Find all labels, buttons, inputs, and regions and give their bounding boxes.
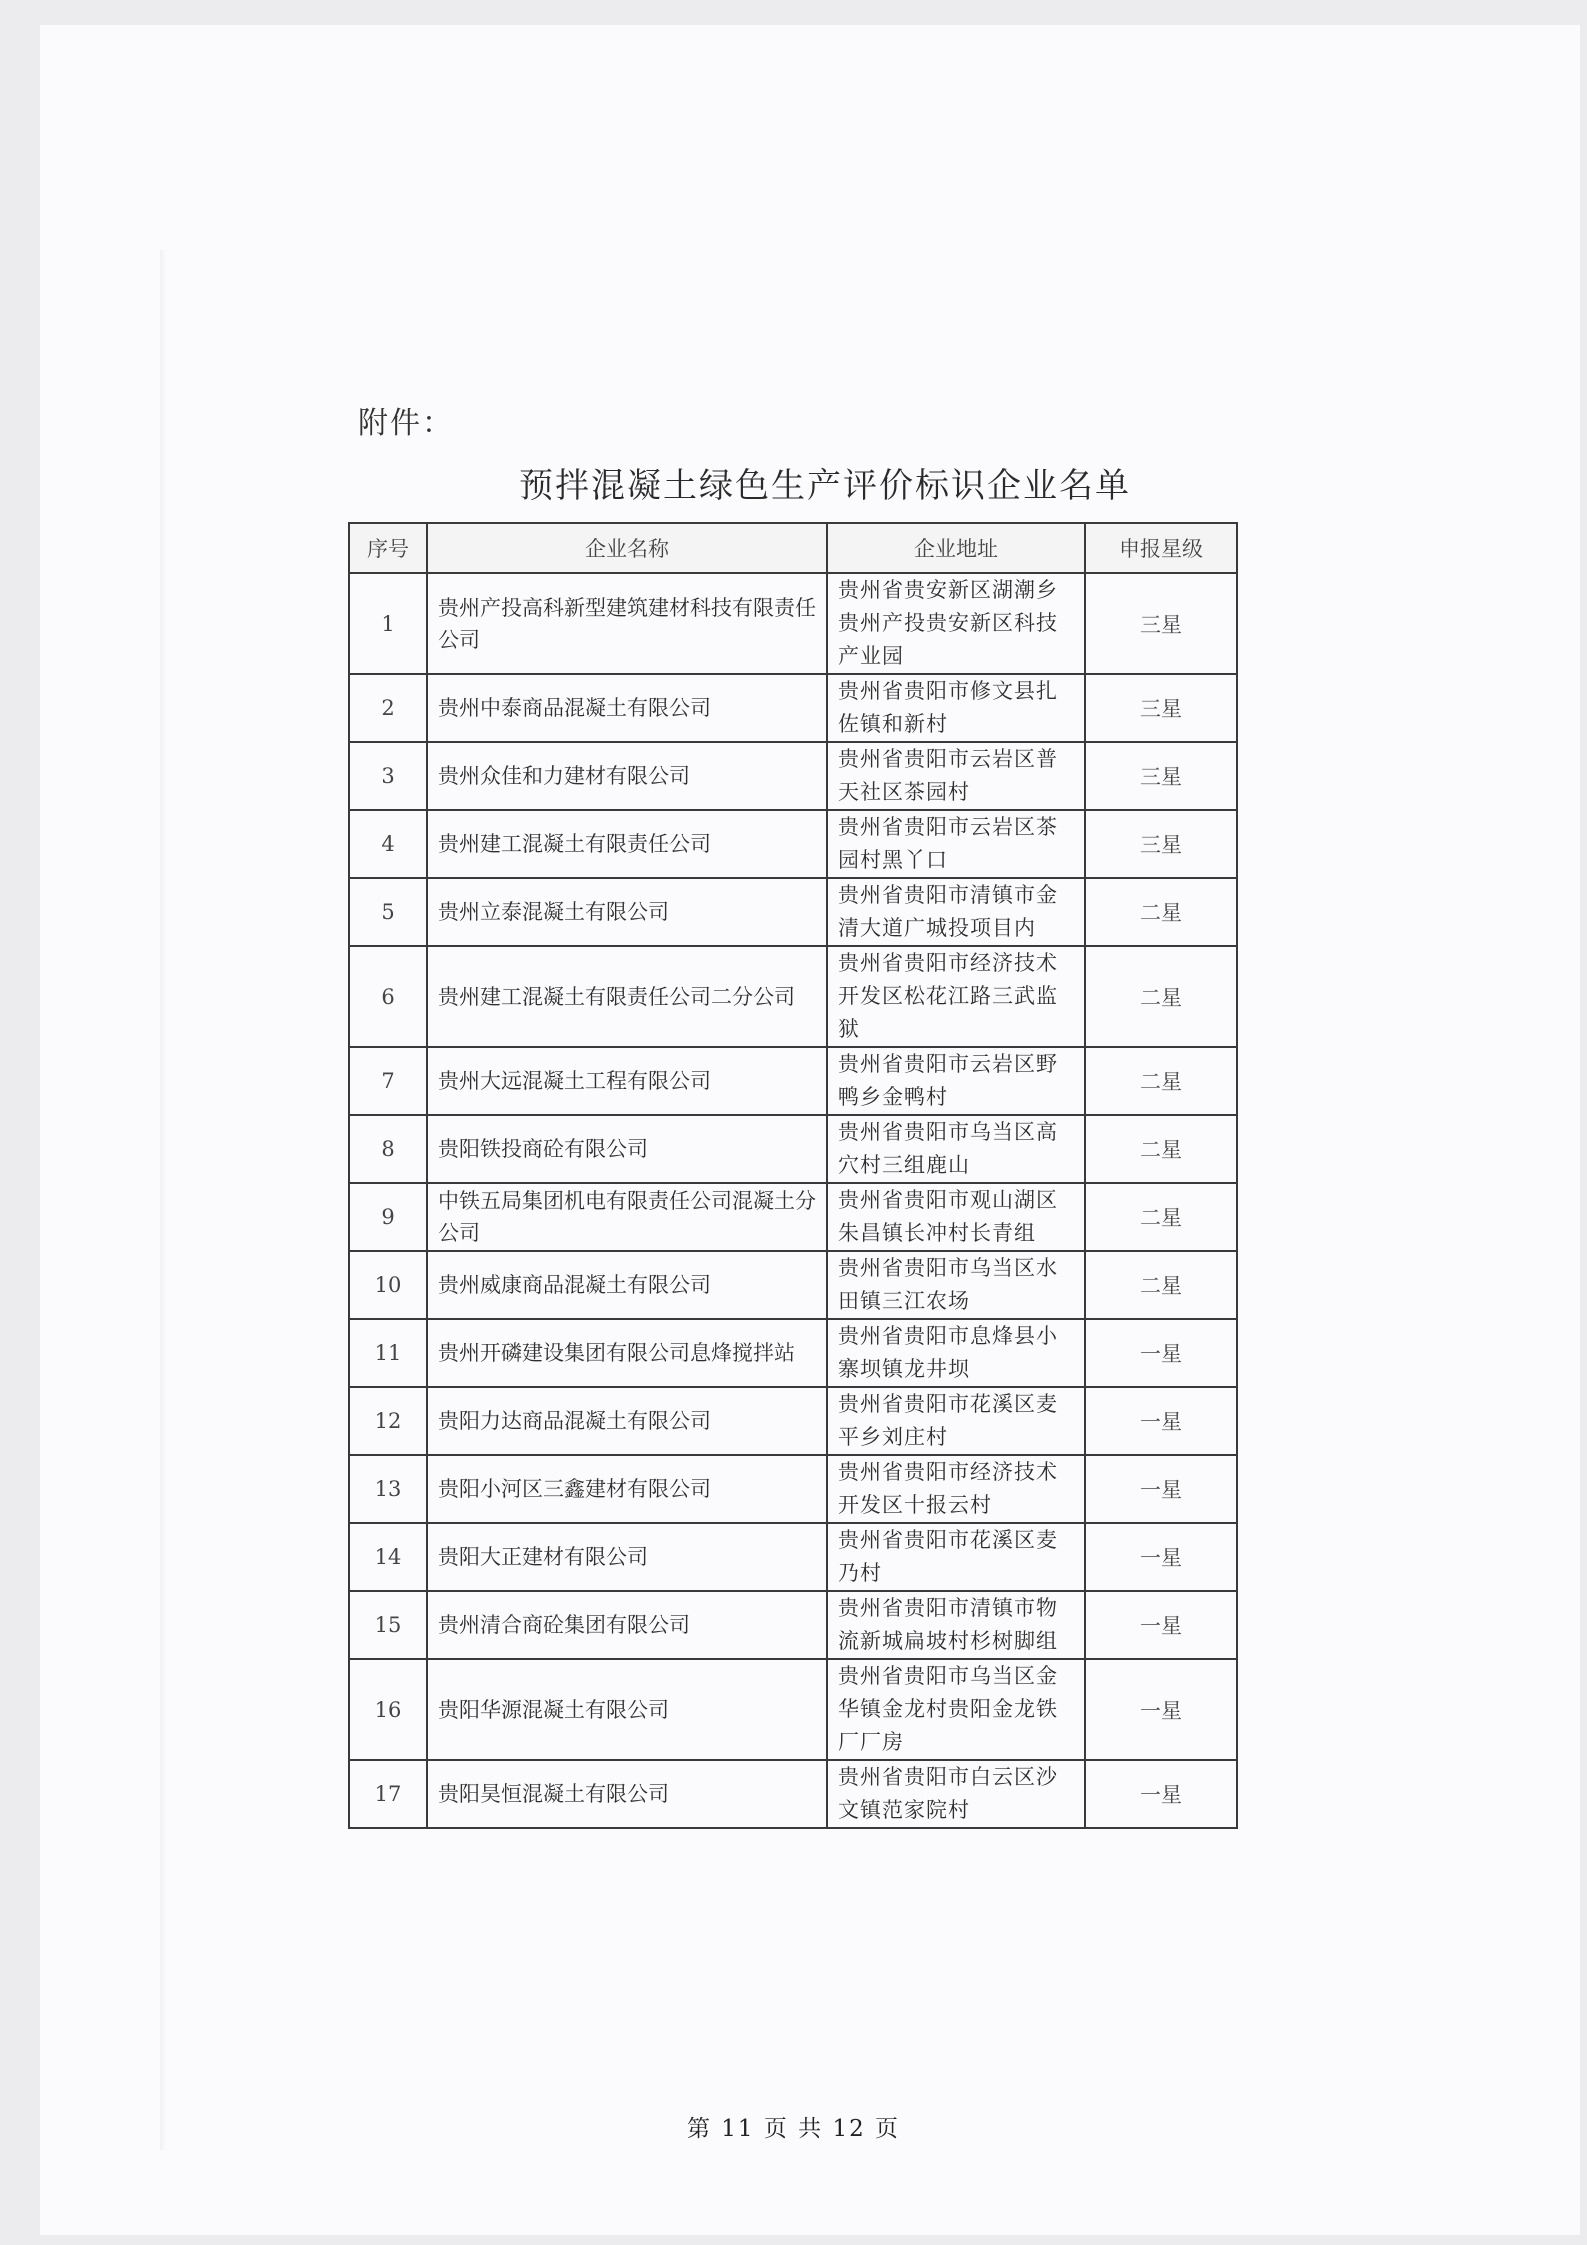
table-row bbox=[349, 878, 1237, 946]
cell-company-name: 贵州建工混凝土有限责任公司二分公司 bbox=[427, 946, 827, 1047]
cell-no: 3 bbox=[349, 742, 427, 810]
cell-no: 17 bbox=[349, 1760, 427, 1828]
cell-level: 一星 bbox=[1085, 1319, 1237, 1387]
table-row bbox=[349, 1251, 1237, 1319]
table-row bbox=[349, 1591, 1237, 1659]
table-row bbox=[349, 674, 1237, 742]
cell-level: 三星 bbox=[1085, 573, 1237, 674]
cell-address: 贵州省贵阳市息烽县小寨坝镇龙井坝 bbox=[827, 1319, 1085, 1387]
cell-address: 贵州省贵阳市乌当区高穴村三组鹿山 bbox=[827, 1115, 1085, 1183]
cell-address: 贵州省贵阳市清镇市金清大道广城投项目内 bbox=[827, 878, 1085, 946]
cell-company-name: 贵州大远混凝土工程有限公司 bbox=[427, 1047, 827, 1115]
cell-no: 2 bbox=[349, 674, 427, 742]
cell-company-name: 贵阳昊恒混凝土有限公司 bbox=[427, 1760, 827, 1828]
table-row bbox=[349, 742, 1237, 810]
table-row bbox=[349, 1659, 1237, 1760]
table-row bbox=[349, 1047, 1237, 1115]
cell-company-name: 贵州中泰商品混凝土有限公司 bbox=[427, 674, 827, 742]
cell-level: 二星 bbox=[1085, 1251, 1237, 1319]
cell-level: 一星 bbox=[1085, 1387, 1237, 1455]
cell-company-name: 贵阳力达商品混凝土有限公司 bbox=[427, 1387, 827, 1455]
cell-company-name: 贵州威康商品混凝土有限公司 bbox=[427, 1251, 827, 1319]
cell-level: 一星 bbox=[1085, 1523, 1237, 1591]
cell-level: 三星 bbox=[1085, 674, 1237, 742]
cell-company-name: 中铁五局集团机电有限责任公司混凝土分公司 bbox=[427, 1183, 827, 1251]
header-level: 申报星级 bbox=[1085, 523, 1237, 573]
cell-address: 贵州省贵阳市云岩区普天社区茶园村 bbox=[827, 742, 1085, 810]
cell-company-name: 贵阳铁投商砼有限公司 bbox=[427, 1115, 827, 1183]
table-body bbox=[349, 573, 1237, 1828]
cell-company-name: 贵阳大正建材有限公司 bbox=[427, 1523, 827, 1591]
enterprise-table bbox=[348, 522, 1238, 1829]
cell-level: 二星 bbox=[1085, 1183, 1237, 1251]
table-row bbox=[349, 1183, 1237, 1251]
cell-level: 一星 bbox=[1085, 1455, 1237, 1523]
cell-level: 一星 bbox=[1085, 1659, 1237, 1760]
cell-no: 11 bbox=[349, 1319, 427, 1387]
cell-no: 1 bbox=[349, 573, 427, 674]
cell-company-name: 贵州开磷建设集团有限公司息烽搅拌站 bbox=[427, 1319, 827, 1387]
cell-company-name: 贵州建工混凝土有限责任公司 bbox=[427, 810, 827, 878]
cell-no: 9 bbox=[349, 1183, 427, 1251]
cell-address: 贵州省贵阳市清镇市物流新城扁坡村杉树脚组 bbox=[827, 1591, 1085, 1659]
cell-no: 15 bbox=[349, 1591, 427, 1659]
cell-company-name: 贵州清合商砼集团有限公司 bbox=[427, 1591, 827, 1659]
cell-no: 16 bbox=[349, 1659, 427, 1760]
cell-no: 14 bbox=[349, 1523, 427, 1591]
table-row bbox=[349, 1115, 1237, 1183]
cell-address: 贵州省贵安新区湖潮乡贵州产投贵安新区科技产业园 bbox=[827, 573, 1085, 674]
table-row bbox=[349, 1523, 1237, 1591]
cell-no: 4 bbox=[349, 810, 427, 878]
cell-address: 贵州省贵阳市云岩区茶园村黑丫口 bbox=[827, 810, 1085, 878]
cell-level: 一星 bbox=[1085, 1760, 1237, 1828]
cell-level: 三星 bbox=[1085, 742, 1237, 810]
cell-address: 贵州省贵阳市乌当区金华镇金龙村贵阳金龙铁厂厂房 bbox=[827, 1659, 1085, 1760]
document-title: 预拌混凝土绿色生产评价标识企业名单 bbox=[519, 466, 1131, 506]
cell-level: 一星 bbox=[1085, 1591, 1237, 1659]
cell-company-name: 贵州众佳和力建材有限公司 bbox=[427, 742, 827, 810]
header-name: 企业名称 bbox=[427, 523, 827, 573]
cell-no: 10 bbox=[349, 1251, 427, 1319]
cell-address: 贵州省贵阳市花溪区麦平乡刘庄村 bbox=[827, 1387, 1085, 1455]
cell-address: 贵州省贵阳市经济技术开发区松花江路三武监狱 bbox=[827, 946, 1085, 1047]
cell-no: 8 bbox=[349, 1115, 427, 1183]
page-number: 第 11 页 共 12 页 bbox=[686, 2116, 901, 2142]
scan-shadow bbox=[160, 250, 166, 2150]
cell-address: 贵州省贵阳市观山湖区朱昌镇长冲村长青组 bbox=[827, 1183, 1085, 1251]
table-row bbox=[349, 1387, 1237, 1455]
cell-company-name: 贵阳华源混凝土有限公司 bbox=[427, 1659, 827, 1760]
cell-address: 贵州省贵阳市云岩区野鸭乡金鸭村 bbox=[827, 1047, 1085, 1115]
table-row bbox=[349, 573, 1237, 674]
table-header-row bbox=[349, 523, 1237, 573]
cell-address: 贵州省贵阳市修文县扎佐镇和新村 bbox=[827, 674, 1085, 742]
table-row bbox=[349, 1319, 1237, 1387]
cell-no: 12 bbox=[349, 1387, 427, 1455]
cell-address: 贵州省贵阳市花溪区麦乃村 bbox=[827, 1523, 1085, 1591]
cell-no: 5 bbox=[349, 878, 427, 946]
cell-level: 二星 bbox=[1085, 1047, 1237, 1115]
cell-level: 二星 bbox=[1085, 878, 1237, 946]
header-no: 序号 bbox=[349, 523, 427, 573]
table-row bbox=[349, 1760, 1237, 1828]
cell-address: 贵州省贵阳市乌当区水田镇三江农场 bbox=[827, 1251, 1085, 1319]
table-row bbox=[349, 1455, 1237, 1523]
cell-level: 三星 bbox=[1085, 810, 1237, 878]
cell-address: 贵州省贵阳市白云区沙文镇范家院村 bbox=[827, 1760, 1085, 1828]
cell-company-name: 贵阳小河区三鑫建材有限公司 bbox=[427, 1455, 827, 1523]
cell-address: 贵州省贵阳市经济技术开发区十报云村 bbox=[827, 1455, 1085, 1523]
cell-level: 二星 bbox=[1085, 1115, 1237, 1183]
attachment-label: 附件： bbox=[358, 406, 454, 441]
cell-level: 二星 bbox=[1085, 946, 1237, 1047]
cell-company-name: 贵州立泰混凝土有限公司 bbox=[427, 878, 827, 946]
table-row bbox=[349, 810, 1237, 878]
cell-no: 6 bbox=[349, 946, 427, 1047]
cell-no: 13 bbox=[349, 1455, 427, 1523]
cell-no: 7 bbox=[349, 1047, 427, 1115]
header-address: 企业地址 bbox=[827, 523, 1085, 573]
table-row bbox=[349, 946, 1237, 1047]
cell-company-name: 贵州产投高科新型建筑建材科技有限责任公司 bbox=[427, 573, 827, 674]
